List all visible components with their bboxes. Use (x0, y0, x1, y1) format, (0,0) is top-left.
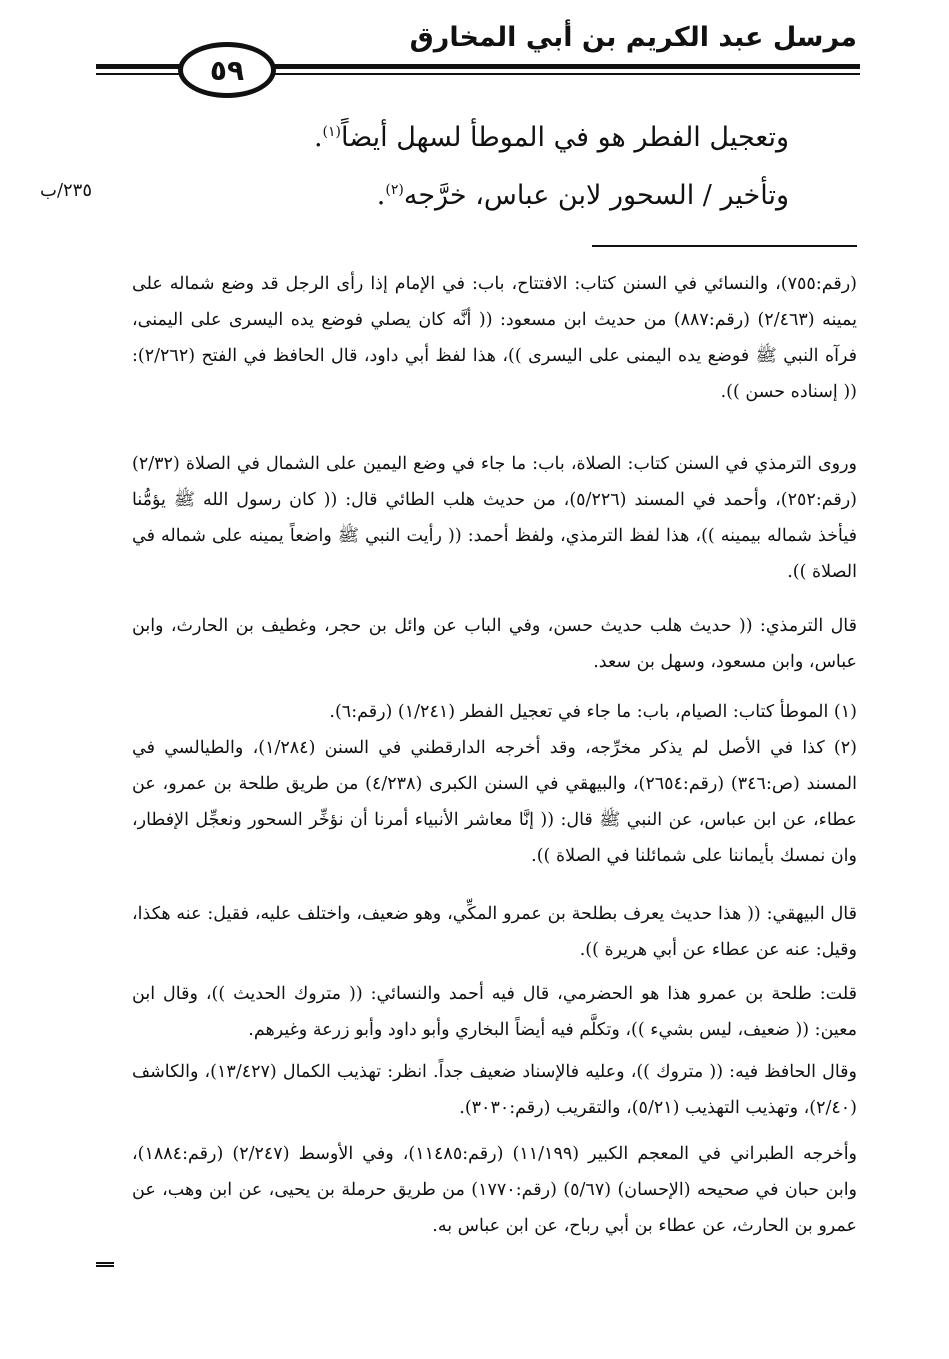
footnote-ref-2[interactable]: (٢) (385, 182, 404, 198)
page-number: ٥٩ (178, 42, 276, 98)
footnote-paragraph: وأخرجه الطبراني في المعجم الكبير (١١/١٩٩) (رقم:١١٤٨٥)، وفي الأوسط (٢/٢٤٧) (رقم:١٨٨٤)، وابن حبان في صحيحه (الإحسان) (٥/٦٧) (رقم:١٧٧٠) من طريق حرملة بن يحيى، عن ابن وهب، عن عمرو بن الحارث، عن عطاء بن أبي رباح، عن ابن عباس به. (132, 1144, 858, 1236)
footnote-paragraph: وروى الترمذي في السنن كتاب: الصلاة، باب: ما جاء في وضع اليمين على الشمال في الصلاة (٢/٣٢) (رقم:٢٥٢)، وأحمد في المسند (٥/٢٢٦)، من حديث هلب الطائي قال: (( كان رسول الله ﷺ يؤمُّنا فيأخذ شماله بيمينه ))، هذا لفظ الترمذي، ولفظ أحمد: (( رأيت النبي ﷺ واضعاً يمينه على شماله في الصلاة )). (132, 454, 857, 582)
footnote-paragraph: وقال الحافظ فيه: (( متروك ))، وعليه فالإسناد ضعيف جداً. انظر: تهذيب الكمال (١٣/٤٢٧)، والكاشف (٢/٤٠)، وتهذيب التهذيب (٥/٢١)، والتقريب (رقم:٣٠٣٠). (132, 1062, 857, 1118)
footnote-ref-1[interactable]: (١) (322, 124, 341, 140)
main-text-line-2: وتأخير / السحور لابن عباس، خرَّجه$^{(٢)}$. (376, 180, 789, 211)
main-text-line-2-text: وتأخير / السحور لابن عباس، خرَّجه (403, 180, 789, 211)
footnote-1: (١) الموطأ كتاب: الصيام، باب: ما جاء في تعجيل الفطر (١/٢٤١) (رقم:٦). (329, 702, 857, 722)
main-text-line-1: وتعجيل الفطر هو في الموطأ لسهل أيضاً$^{(١)}$. (313, 122, 789, 153)
footnote-end-mark (96, 1262, 114, 1267)
footnote-2: (٢) كذا في الأصل لم يذكر مخرِّجه، وقد أخرجه الدارقطني في السنن (١/٢٨٤)، والطيالسي في المسند (ص:٣٤٦) (رقم:٢٦٥٤)، والبيهقي في السنن الكبرى (٤/٢٣٨) من طريق طلحة بن عمرو، عن عطاء، عن ابن عباس، عن النبي ﷺ قال: (( إنَّا معاشر الأنبياء أمرنا أن نؤخِّر السحور ونعجِّل الإفطار، وان نمسك بأيماننا على شمائلنا في الصلاة )). (132, 738, 857, 866)
footnote-paragraph: (رقم:٧٥٥)، والنسائي في السنن كتاب: الافتتاح، باب: في الإمام إذا رأى الرجل قد وضع شماله على يمينه (٢/٤٦٣) (رقم:٨٨٧) من حديث ابن مسعود: (( أنَّه كان يصلي فوضع يده اليسرى على اليمنى، فرآه النبي ﷺ فوضع يده اليمنى على اليسرى ))، هذا لفظ أبي داود، قال الحافظ في الفتح (٢/٢٦٢): (( إسناده حسن )). (132, 274, 858, 402)
running-title: مرسل عبد الكريم بن أبي المخارق (409, 22, 857, 53)
footnote-paragraph: قال الترمذي: (( حديث هلب حديث حسن، وفي الباب عن وائل بن حجر، وغطيف بن الحارث، وابن عباس، وابن مسعود، وسهل بن سعد. (132, 616, 857, 672)
footnote-separator (592, 245, 857, 247)
main-text-line-1-text: وتعجيل الفطر هو في الموطأ لسهل أيضاً (341, 122, 789, 153)
manuscript-folio-note: ٢٣٥/ب (40, 180, 93, 201)
footnote-paragraph: قلت: طلحة بن عمرو هذا هو الحضرمي، قال فيه أحمد والنسائي: (( متروك الحديث ))، وقال ابن معين: (( ضعيف، ليس بشيء ))، وتكلَّم فيه أيضاً البخاري وأبو داود وأبو زرعة وغيرهم. (132, 984, 857, 1040)
footnote-paragraph: قال البيهقي: (( هذا حديث يعرف بطلحة بن عمرو المكِّي، وهو ضعيف، واختلف عليه، فقيل: عنه هكذا، وقيل: عنه عن عطاء عن أبي هريرة )). (132, 904, 857, 960)
